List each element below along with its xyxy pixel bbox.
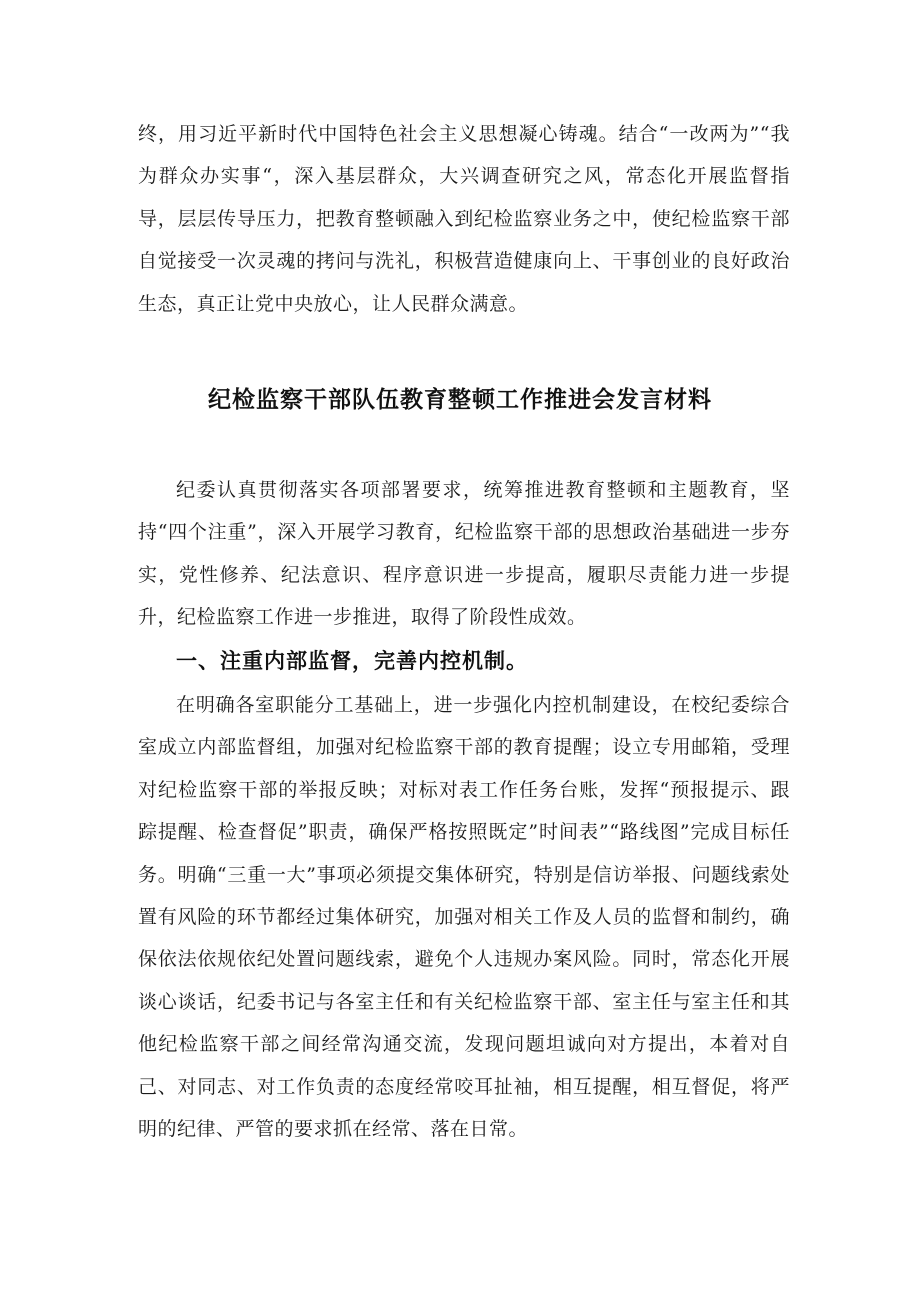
- paragraph-2: 在明确各室职能分工基础上，进一步强化内控机制建设，在校纪委综合室成立内部监督组，加强对纪检监察干部的教育提醒；设立专用邮箱，受理对纪检监察干部的举报反映；对标对表工作任务台账，发挥“预报提示、跟踪提醒、检查督促”职责，确保严格按照既定”时间表”“路线图”完成目标任务。明确“三重一大”事项必须提交集体研究，特别是信访举报、问题线索处置有风险的环节都经过集体研究，加强对相关工作及人员的监督和制约，确保依法依规依纪处置问题线索，避免个人违规办案风险。同时，常态化开展谈心谈话，纪委书记与各室主任和有关纪检监察干部、室主任与室主任和其他纪检监察干部之间经常沟通交流，发现问题坦诚向对方提出，本着对自己、对同志、对工作负责的态度经常咬耳扯袖，相互提醒，相互督促，将严明的纪律、严管的要求抓在经常、落在日常。: [138, 694, 790, 1141]
- document-title: 纪检监察干部队伍教育整顿工作推进会发言材料: [208, 387, 712, 413]
- section-heading-1: 一、注重内部监督，完善内控机制。: [176, 649, 528, 673]
- paragraph-1: 纪委认真贯彻落实各项部署要求，统筹推进教育整顿和主题教育，坚持“四个注重”，深入开展学习教育，纪检监察干部的思想政治基础进一步夯实，党性修养、纪法意识、程序意识进一步提高，履职尽责能力进一步提升，纪检监察工作进一步推进，取得了阶段性成效。: [138, 479, 790, 629]
- intro-paragraph: 终，用习近平新时代中国特色社会主义思想凝心铸魂。结合“一改两为”“我为群众办实事“，深入基层群众，大兴调查研究之风，常态化开展监督指导，层层传导压力，把教育整顿融入到纪检监察业务之中，使纪检监察干部自觉接受一次灵魂的拷问与洗礼，积极营造健康向上、干事创业的良好政治生态，真正让党中央放心，让人民群众满意。: [138, 123, 790, 315]
